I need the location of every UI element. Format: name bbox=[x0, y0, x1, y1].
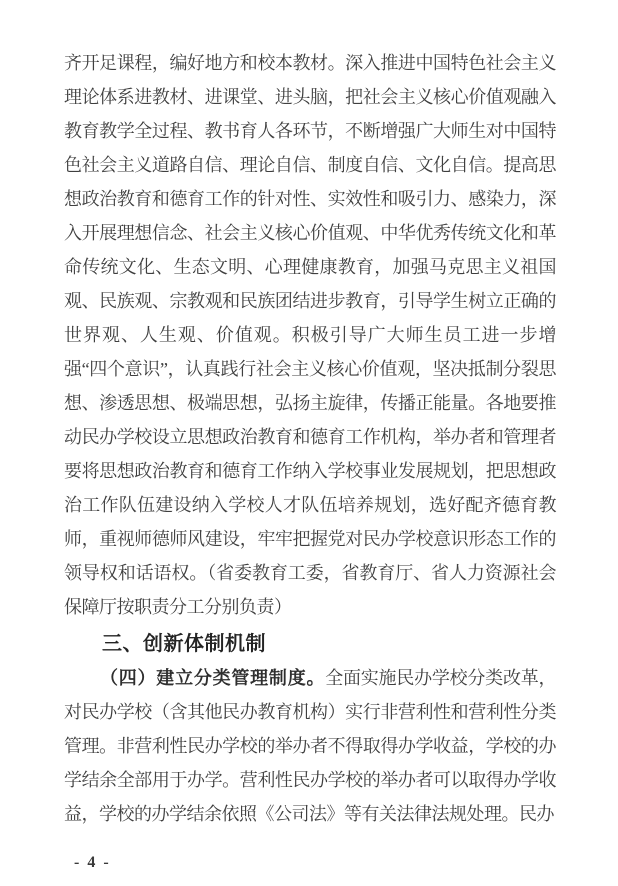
page-content bbox=[64, 46, 556, 831]
section-heading: 三、创新体制机制 bbox=[102, 633, 266, 655]
paragraph-continuation: 齐开足课程，编好地方和校本教材。深入推进中国特色社会主义理论体系进教材、进课堂、进头脑，把社会主义核心价值观融入教育教学全过程、教书育人各环节，不断增强广大师生对中国特色社会主义道路自信、理论自信、制度自信、文化自信。提高思想政治教育和德育工作的针对性、实效性和吸引力、感染力，深入开展理想信念、社会主义核心价值观、中华优秀传统文化和革命传统文化、生态文明、心理健康教育，加强马克思主义祖国观、民族观、宗教观和民族团结进步教育，引导学生树立正确的世界观、人生观、价值观。积极引导广大师生员工进一步增强“四个意识”，认真践行社会主义核心价值观，坚决抵制分裂思想、渗透思想、极端思想，弘扬主旋律，传播正能量。各地要推动民办学校设立思想政治教育和德育工作机构，举办者和管理者要将思想政治教育和德育工作纳入学校事业发展规划，把思想政治工作队伍建设纳入学校人才队伍培养规划，选好配齐德育教师，重视师德师风建设，牢牢把握党对民办学校意识形态工作的领导权和话语权。（省委教育工委，省教育厅、省人力资源社会保障厅按职责分工分别负责） bbox=[64, 53, 556, 617]
item-body-text: 全面实施民办学校分类改革，对民办学校（含其他民办教育机构）实行非营利性和营利性分类管理。非营利性民办学校的举办者不得取得办学收益，学校的办学结余全部用于办学。营利性民办学校的举办者可以取得办学收益，学校的办学结余依照《公司法》等有关法律法规处理。民办 bbox=[64, 668, 556, 824]
page-number: - 4 - bbox=[74, 854, 111, 871]
item-lead: （四）建立分类管理制度。 bbox=[100, 668, 326, 688]
item-paragraph bbox=[64, 661, 556, 831]
